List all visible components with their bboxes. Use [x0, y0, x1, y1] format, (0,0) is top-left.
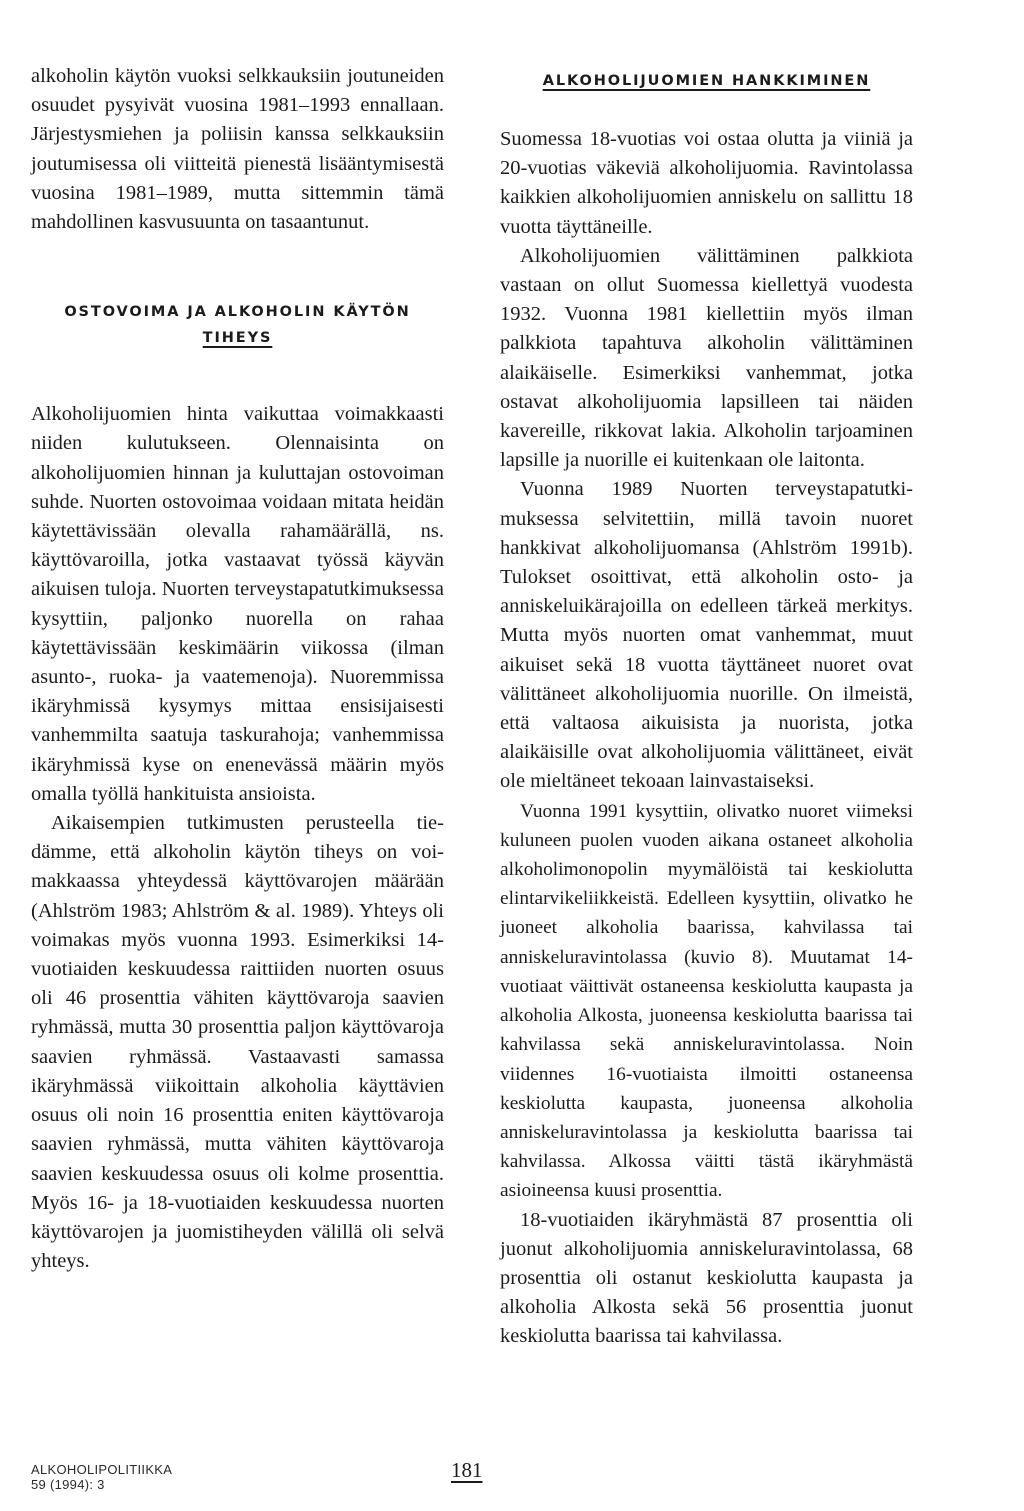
journal-footer — [31, 1463, 172, 1492]
intro-paragraph: alkoholin käytön vuoksi selkkauksiin joutuneiden osuudet pysyivät vuosina 1981–1993 ennallaan. Järjestysmiehen ja poliisin kanssa selkkauksiin joutumisessa oli viitteitä pienestä lisääntymisestä vuosina 1981–1989, mutta sittemmin tämä mahdollinen kasvusuunta on tasaantunut. — [31, 65, 444, 234]
journal-issue: 59 (1994): 3 — [31, 1476, 105, 1492]
hankkiminen-paragraph-1: Suomessa 18-vuotias voi ostaa olutta ja viiniä ja 20-vuotias väkeviä alkoholijuomia. Ravintolassa kaikkien alkoholijuomien anniskelu on sallittu 18 vuotta täyttäneille. — [500, 128, 913, 238]
left-column — [31, 62, 444, 1276]
section-heading-hankkiminen — [500, 68, 913, 94]
hankkiminen-paragraph-2: Alkoholijuomien välittäminen palkkiota vastaan on ollut Suomessa kiellettyä vuodesta 1932. Vuonna 1981 kiellettiin myös ilman palkkiota tapahtuva alkoholin välittäminen alaikäiselle. Esimerkiksi vanhemmat, jotka ostavat alkoholijuomia lapsilleen tai näiden kavereille, rikkovat lakia. Alkoholin tarjoaminen lapsille ja nuorille ei kuitenkaan ole laitonta. — [500, 244, 913, 472]
section-heading-line2: TIHEYS — [202, 330, 273, 347]
journal-name: ALKOHOLIPOLITIIKKA — [31, 1462, 173, 1477]
section-heading-ostovoima — [31, 299, 444, 351]
hankkiminen-paragraph-5: 18-vuotiaiden ikäryhmästä 87 prosenttia oli juonut alkoholijuomia anniskeluravintolassa, 68 prosenttia oli ostanut keskiolutta kaupasta ja alkoholia Alkosta sekä 56 prosenttia juonut keskiolutta baarissa tai kahvilassa. — [500, 1208, 913, 1348]
section-heading-line1: OSTOVOIMA JA ALKOHOLIN KÄYTÖN — [64, 304, 411, 321]
ostovoima-paragraph-2: Aikaisempien tutkimusten perusteella tiedämme, että alkoholin käytön tiheys on voimakkaassa yhteydessä käyttövarojen määrään (Ahlström 1983; Ahlström & al. 1989). Yhteys oli voimakas myös vuonna 1993. Esimerkiksi 14-vuotiaiden keskuudessa raittiiden nuorten osuus oli 46 prosenttia vähiten käyttövaroja saavien ryhmässä, mutta 30 prosenttia paljon käyttövaroja saavien ryhmässä. Vastaavasti samassa ikäryhmässä viikoittain alkoholia käyttävien osuus oli noin 16 prosenttia eniten käyttövaroja saavien ryhmässä, mutta vähiten käyttövaroja saavien keskuudessa osuus oli kolme prosenttia. Myös 16- ja 18-vuotiaiden keskuudessa nuorten käyttövarojen ja juomistiheyden välillä oli selvä yhteys. — [31, 812, 444, 1273]
section-heading-hankkiminen-text: ALKOHOLIJUOMIEN HANKKIMINEN — [542, 73, 871, 89]
hankkiminen-paragraph-4: Vuonna 1991 kysyttiin, olivatko nuoret viimeksi kuluneen puolen vuoden aikana ostaneet alkoholia alkoholimonopolin myymälöistä tai keskiolutta elintarvikeliikkeistä. Edelleen kysyttiin, olivatko he juoneet alkoholia baarissa, kahvilassa tai anniskeluravintolassa (kuvio 8). Muutamat 14-vuotiaat väittivät ostaneensa keskiolutta kaupasta ja alkoholia Alkosta, juoneensa keskiolutta baarissa tai kahvilassa sekä anniskeluravintolassa. Noin viidennes 16-vuotiaista ilmoitti ostaneensa keskiolutta kaupasta, juoneensa alkoholia anniskeluravintolassa ja keskiolutta baarissa tai kahvilassa. Alkossa väitti tästä ikäryhmästä asioineensa kuusi prosenttia. — [500, 800, 913, 1202]
page-number: 181 — [451, 1458, 483, 1482]
hankkiminen-paragraph-3: Vuonna 1989 Nuorten terveystapatutkimuksessa selvitettiin, millä tavoin nuoret hankkivat alkoholijuomansa (Ahlström 1991b). Tulokset osoittivat, että alkoholin osto- ja anniskeluikärajoilla on edelleen tärkeä merkitys. Mutta myös nuorten omat vanhemmat, muut aikuiset sekä 18 vuotta täyttäneet nuoret ovat välittäneet alkoholijuomia nuorille. On ilmeistä, että valtaosa aikuisista ja nuorista, jotka alaikäisille ovat alkoholijuomia välittäneet, eivät ole mieltäneet tekoaan lainvastaiseksi. — [500, 478, 913, 793]
right-column — [500, 62, 913, 1352]
ostovoima-paragraph-1: Alkoholijuomien hinta vaikuttaa voimakkaasti niiden kulutukseen. Olennaisinta on alkoholijuomien hinnan ja kuluttajan ostovoiman suhde. Nuorten ostovoimaa voidaan mitata heidän käytettävissään olevalla rahamäärällä, ns. käyttövaroilla, jotka vastaavat työssä käyvän aikuisen tuloja. Nuorten terveystapatutkimuksessa kysyttiin, paljonko nuorella on rahaa käytettävissään keskimäärin viikossa (ilman asunto-, ruoka- ja vaatemenoja). Nuoremmissa ikäryhmissä kysymys mittaa ensisijaisesti vanhemmilta saatuja taskurahoja; vanhemmissa ikäryhmissä kyse on enenevässä määrin myös omalla työllä hankituista ansioista. — [31, 403, 444, 805]
